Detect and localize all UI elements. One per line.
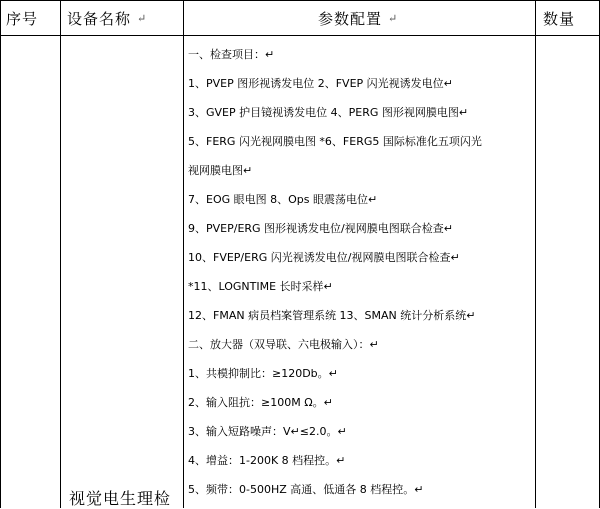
column-divider-1 [60,0,61,508]
header-device [67,0,146,36]
header-qty [543,0,575,36]
param-line: 10、FVEP/ERG 闪光视诱发电位/视网膜电图联合检查↵ [188,251,460,264]
header-index [6,0,38,36]
param-line: 3、GVEP 护目镜视诱发电位 4、PERG 图形视网膜电图↵ [188,106,469,119]
param-line: 视网膜电图↵ [188,164,253,177]
header-params-label: 参数配置 [318,9,383,28]
param-line: 9、PVEP/ERG 图形视诱发电位/视网膜电图联合检查↵ [188,222,453,235]
header-qty-label: 数量 [543,9,576,28]
table-border-left [0,0,1,508]
paragraph-mark: ↵ [388,11,398,25]
param-line: 5、FERG 闪光视网膜电图 *6、FERG5 国际标准化五项闪光 [188,135,482,148]
header-params [318,0,397,36]
column-divider-2 [183,0,184,508]
param-line: 4、增益：1-200K 8 档程控。↵ [188,454,346,467]
paragraph-mark: ↵ [137,11,147,25]
header-device-label: 设备名称 [67,9,132,28]
param-line: *11、LOGNTIME 长时采样↵ [188,280,333,293]
param-line: 一、检查项目：↵ [188,48,275,61]
param-line: 7、EOG 眼电图 8、Ops 眼震荡电位↵ [188,193,378,206]
header-index-label: 序号 [6,9,39,28]
column-divider-3 [535,0,536,508]
param-line: 12、FMAN 病员档案管理系统 13、SMAN 统计分析系统↵ [188,309,476,322]
param-line: 二、放大器（双导联、六电极输入）：↵ [188,338,379,351]
param-line: 1、PVEP 图形视诱发电位 2、FVEP 闪光视诱发电位↵ [188,77,453,90]
param-line: 2、输入阻抗：≥100M Ω。↵ [188,396,333,409]
param-line: 5、频带：0-500HZ 高通、低通各 8 档程控。↵ [188,483,424,496]
param-line: 3、输入短路噪声：V↵≤2.0。↵ [188,425,347,438]
param-line: 1、共模抑制比：≥120Db。↵ [188,367,338,380]
device-name: 视觉电生理检 [69,489,172,508]
